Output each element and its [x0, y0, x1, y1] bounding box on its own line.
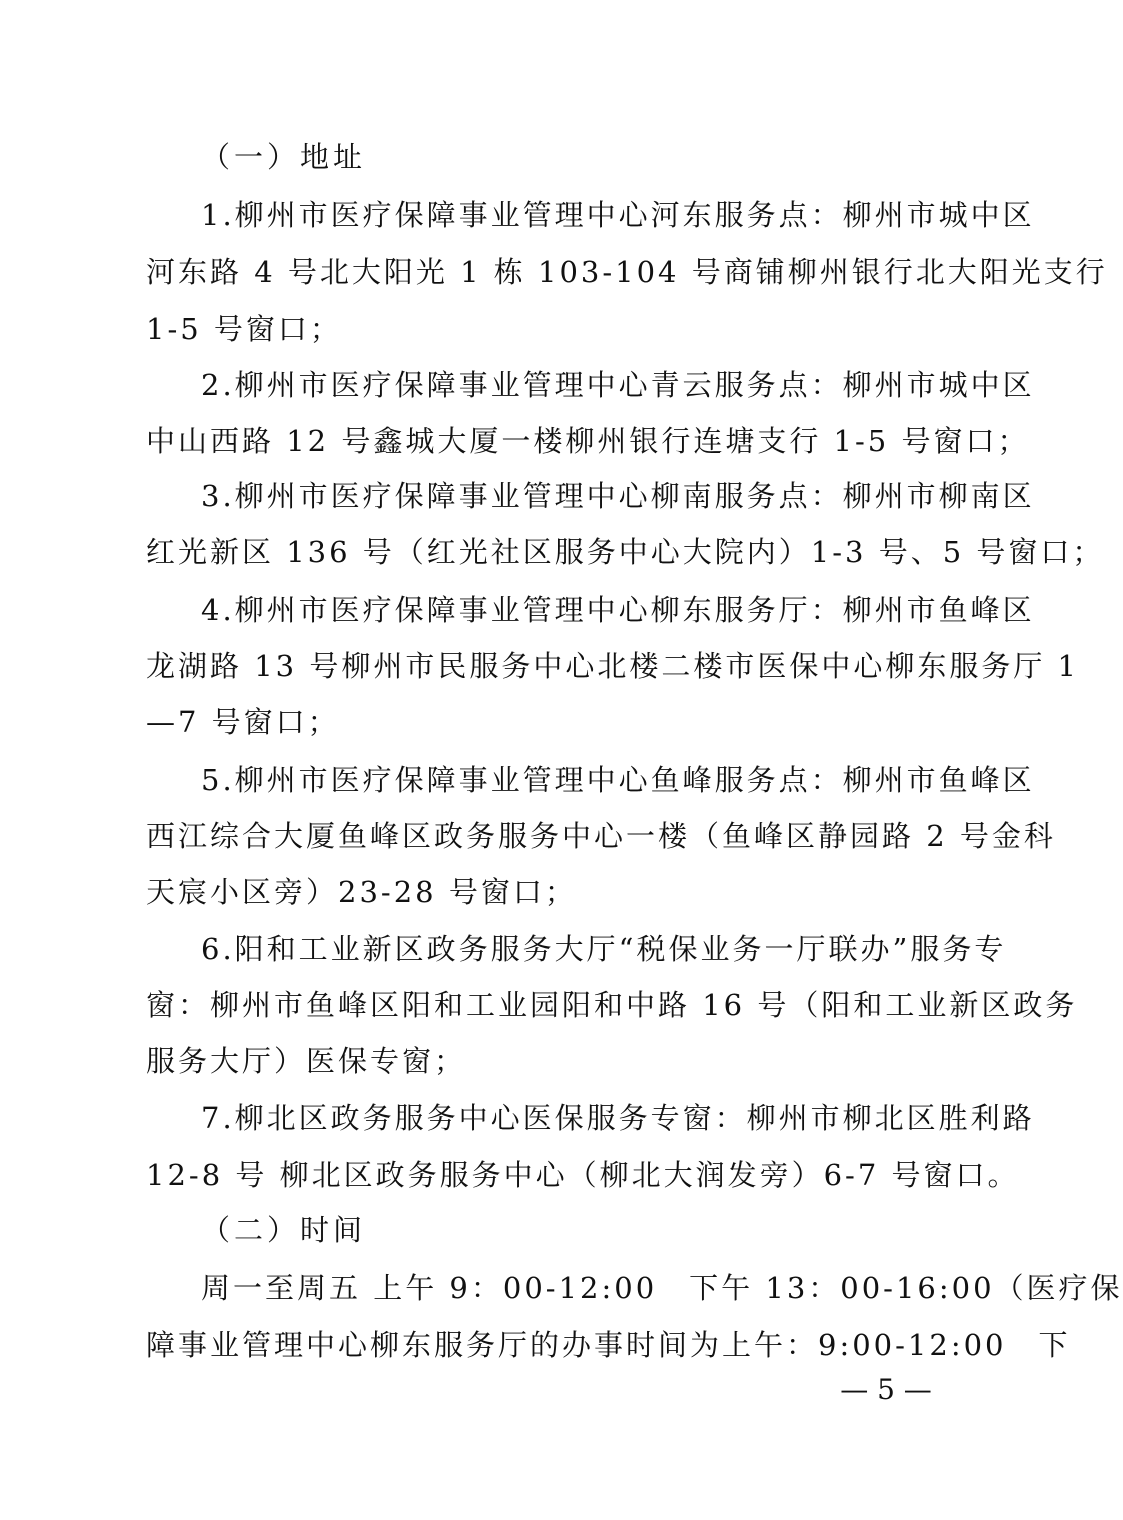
address-item-line: 4.柳州市医疗保障事业管理中心柳东服务厅：柳州市鱼峰区: [201, 593, 1035, 627]
section-heading-address: （一）地址: [201, 140, 367, 174]
address-item-line: —7 号窗口；: [146, 705, 340, 739]
address-item-line: 红光新区 136 号（红光社区服务中心大院内）1-3 号、5 号窗口；: [146, 535, 1105, 569]
address-item-line: 天宸小区旁）23-28 号窗口；: [146, 875, 577, 909]
section-heading-time: （二）时间: [201, 1213, 367, 1247]
address-item-line: 河东路 4 号北大阳光 1 栋 103-104 号商铺柳州银行北大阳光支行: [146, 255, 1108, 289]
address-item-line: 服务大厅）医保专窗；: [146, 1044, 467, 1078]
address-item-line: 1.柳州市医疗保障事业管理中心河东服务点：柳州市城中区: [201, 198, 1035, 232]
address-item-line: 6.阳和工业新区政务服务大厅“税保业务一厅联办”服务专: [201, 932, 1007, 966]
address-item-line: 3.柳州市医疗保障事业管理中心柳南服务点：柳州市柳南区: [201, 479, 1035, 513]
address-item-line: 中山西路 12 号鑫城大厦一楼柳州银行连塘支行 1-5 号窗口；: [146, 424, 1030, 458]
address-item-line: 12-8 号 柳北区政务服务中心（柳北大润发旁）6-7 号窗口。: [146, 1158, 1020, 1192]
address-item-line: 龙湖路 13 号柳州市民服务中心北楼二楼市医保中心柳东服务厅 1: [146, 649, 1080, 683]
address-item-line: 5.柳州市医疗保障事业管理中心鱼峰服务点：柳州市鱼峰区: [201, 763, 1035, 797]
address-item-line: 2.柳州市医疗保障事业管理中心青云服务点：柳州市城中区: [201, 368, 1035, 402]
address-item-line: 7.柳北区政务服务中心医保服务专窗：柳州市柳北区胜利路: [201, 1101, 1035, 1135]
page-number: — 5 —: [840, 1373, 932, 1406]
address-item-line: 窗：柳州市鱼峰区阳和工业园阳和中路 16 号（阳和工业新区政务: [146, 988, 1078, 1022]
address-item-line: 1-5 号窗口；: [146, 312, 342, 346]
address-item-line: 西江综合大厦鱼峰区政务服务中心一楼（鱼峰区静园路 2 号金科: [146, 819, 1056, 853]
office-hours-line: 障事业管理中心柳东服务厅的办事时间为上午：9:00-12:00 下: [146, 1328, 1071, 1362]
office-hours-line: 周一至周五 上午 9：00-12:00 下午 13：00-16:00（医疗保: [201, 1271, 1123, 1305]
